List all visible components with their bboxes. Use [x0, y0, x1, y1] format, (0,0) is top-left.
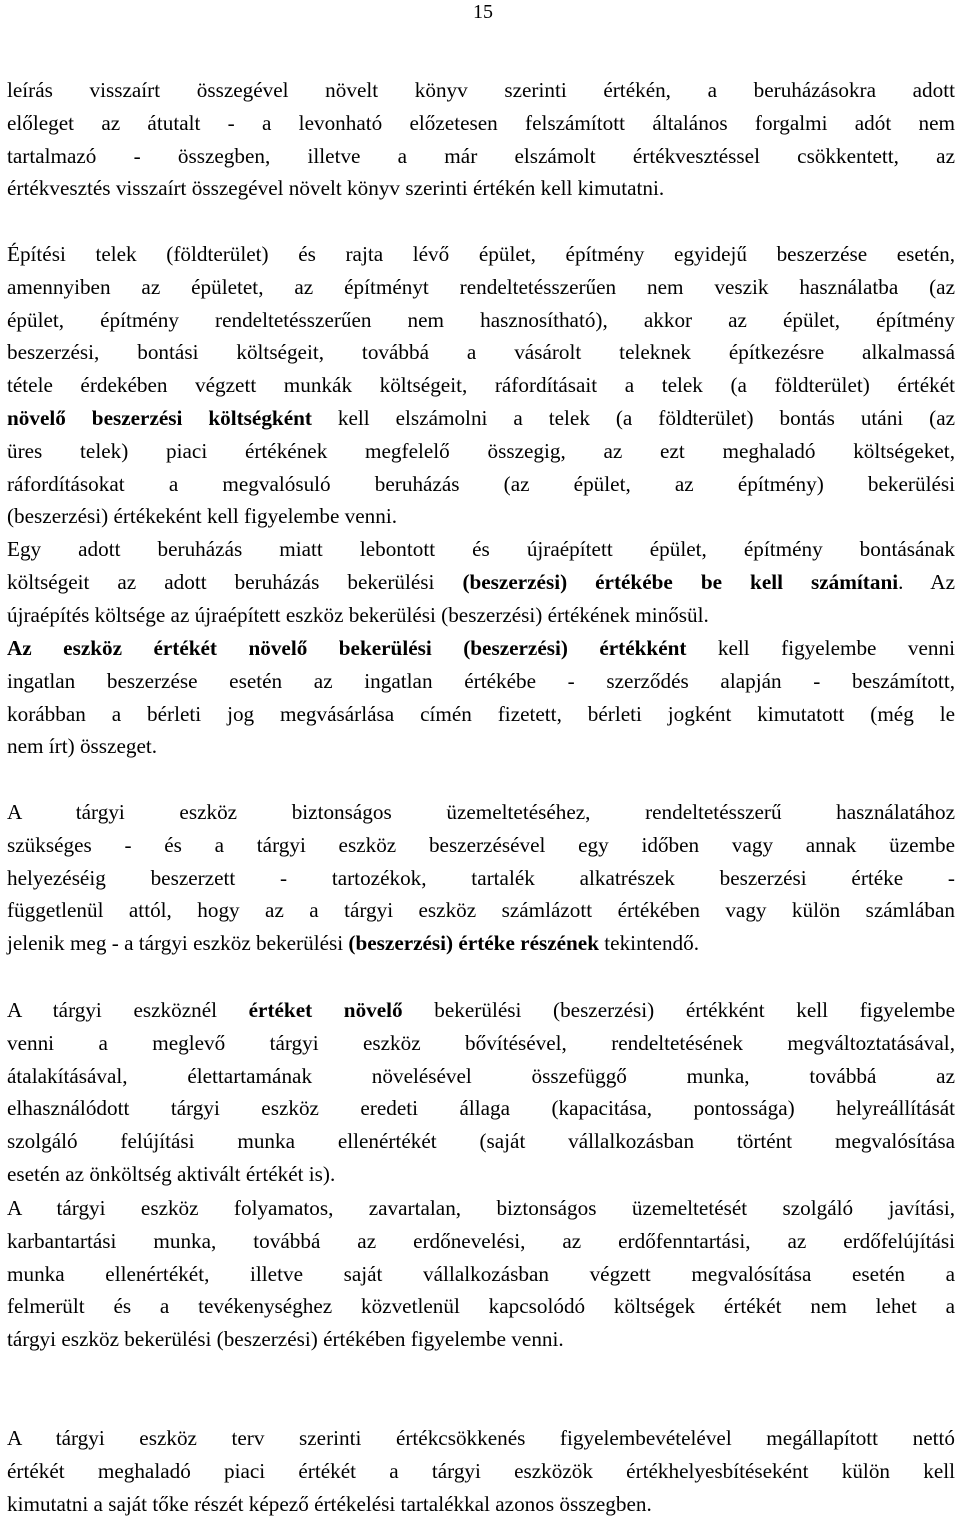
text-run: kell figyelembe venni [686, 636, 955, 660]
text-line: értékvesztés visszaírt összegével növelt könyv szerinti értékén kell kimutatni. [7, 176, 665, 201]
text-line: korábban a bérleti jog megvásárlása címén fizetett, bérleti jogként kimutatott (még le [7, 701, 955, 726]
text-line: Egy adott beruházás miatt lebontott és újraépített épület, építmény bontásának [7, 537, 955, 561]
text-run: A tárgyi eszköznél [7, 998, 249, 1022]
paragraph-1 [7, 74, 955, 205]
text-line [7, 927, 955, 960]
text-line: karbantartási munka, továbbá az erdőnevelési, az erdőfenntartási, az erdőfelújítási [7, 1228, 955, 1253]
text-line: átalakításával, élettartamának növelésével összefüggő munka, továbbá az [7, 1063, 955, 1088]
text-run: kell elszámolni a telek (a földterület) bontás utáni (az [311, 405, 955, 430]
text-line: ráfordításokat a megvalósuló beruházás (az épület, az építmény) bekerülési [7, 471, 955, 496]
text-line: helyezéséig beszerzett - tartozékok, tartalék alkatrészek beszerzési értéke - [7, 865, 955, 890]
bold-phrase: (beszerzési) értékébe be kell számítani [462, 569, 899, 594]
paragraph-8 [7, 1422, 955, 1520]
page-number: 15 [473, 1, 493, 23]
paragraph-5 [7, 796, 955, 960]
text-line [7, 402, 955, 435]
text-line: kimutatni a saját tőke részét képező értékelési tartalékkal azonos összegben. [7, 1491, 652, 1516]
text-line: leírás visszaírt összegével növelt könyv szerinti értékén, a beruházásokra adott [7, 78, 955, 102]
text-line: előleget az átutalt - a levonható előzetesen felszámított általános forgalmi adót nem [7, 110, 955, 135]
text-line: venni a meglevő tárgyi eszköz bővítésével, rendeltetésének megváltoztatásával, [7, 1030, 955, 1055]
text-line: A tárgyi eszköz folyamatos, zavartalan, biztonságos üzemeltetését szolgáló javítási, [7, 1196, 955, 1220]
paragraph-7 [7, 1192, 955, 1356]
text-line: tárgyi eszköz bekerülési (beszerzési) értékében figyelembe venni. [7, 1327, 564, 1352]
bold-phrase: (beszerzési) értéke részének [348, 931, 599, 956]
text-line: tétele érdekében végzett munkák költségeit, ráfordításait a telek (a földterület) értékét [7, 373, 955, 398]
paragraph-3 [7, 533, 955, 631]
text-line: épület, építmény rendeltetésszerűen nem hasznosítható), akkor az épület, építmény [7, 307, 955, 332]
text-line: tartalmazó - összegben, illetve a már elszámolt értékvesztéssel csökkentett, az [7, 143, 955, 168]
text-line: esetén az önköltség aktivált értékét is). [7, 1161, 336, 1186]
paragraph-2 [7, 238, 955, 533]
text-line: A tárgyi eszköz terv szerinti értékcsökkenés figyelembevételével megállapított nettó [7, 1426, 955, 1450]
paragraph-4 [7, 632, 955, 763]
text-line [7, 632, 955, 665]
text-line: beszerzési, bontási költségeit, továbbá a vásárolt teleknek építkezésre alkalmassá [7, 340, 955, 365]
bold-phrase: növelő beszerzési költségként [7, 405, 312, 430]
text-line: Építési telek (földterület) és rajta lévő épület, építmény egyidejű beszerzése esetén, [7, 242, 955, 266]
text-line: üres telek) piaci értékének megfelelő összegig, az ezt meghaladó költségeket, [7, 438, 955, 463]
text-line: felmerült és a tevékenységhez közvetlenül kapcsolódó költségek értékét nem lehet a [7, 1294, 955, 1319]
text-run: bekerülési (beszerzési) értékként kell figyelembe [402, 998, 955, 1022]
text-run: költségeit az adott beruházás bekerülési [7, 569, 463, 594]
text-line: elhasználódott tárgyi eszköz eredeti állaga (kapacitása, pontossága) helyreállítását [7, 1096, 955, 1121]
text-run: jelenik meg - a tárgyi eszköz bekerülési [7, 931, 349, 956]
text-line: nem írt) összeget. [7, 734, 158, 759]
bold-phrase: Az eszköz értékét növelő bekerülési (beszerzési) értékként [7, 636, 687, 660]
text-run: tekintendő. [599, 931, 700, 956]
text-line: szükséges - és a tárgyi eszköz beszerzésével egy időben vagy annak üzembe [7, 832, 955, 857]
text-line: értékét meghaladó piaci értékét a tárgyi eszközök értékhelyesbítéseként külön kell [7, 1458, 955, 1483]
text-line: A tárgyi eszköz biztonságos üzemeltetéséhez, rendeltetésszerű használatához [7, 800, 955, 824]
text-line: ingatlan beszerzése esetén az ingatlan értékébe - szerződés alapján - beszámított, [7, 668, 955, 693]
text-line: amennyiben az épületet, az építményt rendeltetésszerűen nem veszik használatba (az [7, 274, 955, 299]
text-line: függetlenül attól, hogy az a tárgyi eszköz számlázott értékében vagy külön számlában [7, 898, 955, 923]
bold-phrase: értéket növelő [248, 998, 403, 1022]
text-line [7, 566, 955, 599]
text-run: . Az [898, 569, 955, 594]
text-line: szolgáló felújítási munka ellenértékét (saját vállalkozásban történt megvalósítása [7, 1129, 955, 1154]
text-line: újraépítés költsége az újraépített eszköz bekerülési (beszerzési) értékének minősül. [7, 602, 709, 627]
paragraph-6 [7, 994, 955, 1191]
text-line [7, 994, 955, 1027]
text-line: munka ellenértékét, illetve saját vállalkozásban végzett megvalósítása esetén a [7, 1261, 955, 1286]
text-line: (beszerzési) értékeként kell figyelembe venni. [7, 504, 398, 529]
